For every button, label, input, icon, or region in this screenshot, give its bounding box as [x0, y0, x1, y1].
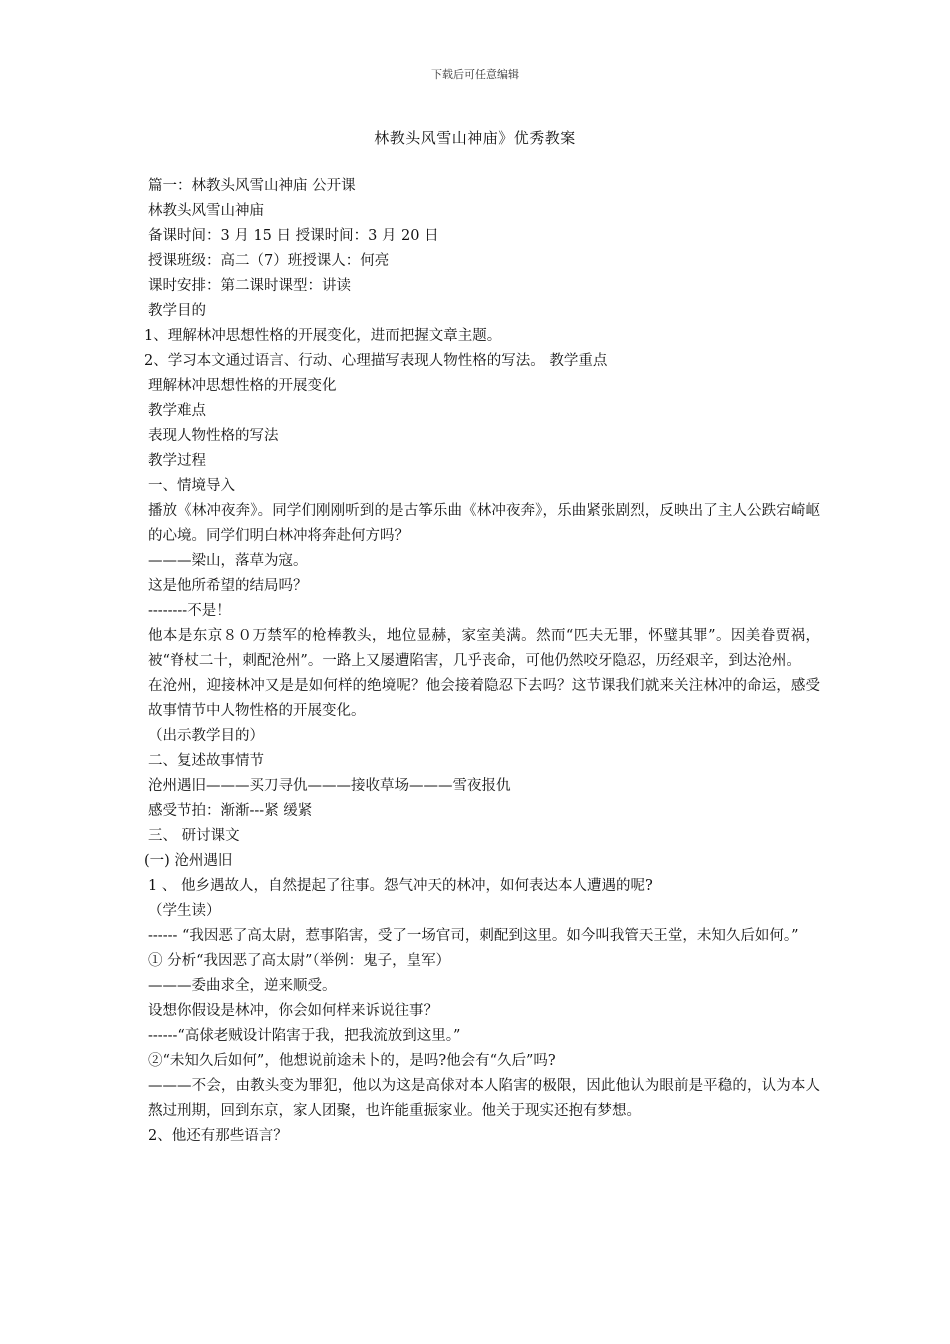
- body-paragraph: 备课时间：3 月 15 日 授课时间：3 月 20 日: [148, 228, 439, 244]
- body-paragraph: 2、学习本文通过语言、行动、心理描写表现人物性格的写法。 教学重点: [144, 353, 608, 369]
- body-paragraph: （学生读）: [148, 903, 221, 919]
- body-paragraph: 理解林冲思想性格的开展变化: [148, 378, 337, 394]
- body-paragraph: 授课班级：高二（7）班授课人：何亮: [148, 253, 390, 269]
- section-heading: 二、复述故事情节: [148, 753, 264, 769]
- page-header-note: 下载后可任意编辑: [431, 68, 519, 81]
- body-paragraph: 他本是东京８０万禁军的枪棒教头，地位显赫，家室美满。然而“匹夫无罪，怀璧其罪”。因美眷贾祸，被“脊杖二十，刺配沧州”。一路上又屡遭陷害，几乎丧命，可他仍然咬牙隐忍，历经艰辛，到达沧州。: [148, 628, 820, 669]
- body-paragraph: ———委曲求全，逆来顺受。: [148, 978, 337, 994]
- body-paragraph: 播放《林冲夜奔》。同学们刚刚听到的是古筝乐曲《林冲夜奔》，乐曲紧张剧烈，反映出了主人公跌宕崎岖的心境。同学们明白林冲将奔赴何方吗？: [148, 503, 820, 544]
- body-paragraph: ———梁山，落草为寇。: [148, 553, 308, 569]
- body-paragraph: 1 、 他乡遇故人，自然提起了往事。怨气冲天的林冲，如何表达本人遭遇的呢?: [148, 878, 653, 894]
- body-paragraph: --------不是！: [148, 603, 231, 619]
- body-paragraph: 沧州遇旧———买刀寻仇———接收草场———雪夜报仇: [148, 778, 511, 794]
- body-paragraph: 2、他还有那些语言？: [148, 1128, 288, 1144]
- body-paragraph: 林教头风雪山神庙: [148, 203, 264, 219]
- body-paragraph: 感受节拍：渐渐---紧 缓紧: [148, 803, 313, 819]
- section-heading: 三、 研讨课文: [148, 828, 240, 844]
- section-heading: 教学目的: [148, 303, 206, 319]
- body-paragraph: 在沧州，迎接林冲又是是如何样的绝境呢？他会接着隐忍下去吗？这节课我们就来关注林冲的命运，感受故事情节中人物性格的开展变化。: [148, 678, 820, 719]
- body-paragraph: ②“未知久后如何”，他想说前途未卜的，是吗?他会有“久后”吗?: [148, 1053, 556, 1069]
- body-paragraph: ———不会，由教头变为罪犯，他以为这是高俅对本人陷害的极限，因此他认为眼前是平稳的，认为本人熬过刑期，回到东京，家人团聚，也许能重振家业。他关于现实还抱有梦想。: [148, 1078, 820, 1119]
- body-paragraph: 表现人物性格的写法: [148, 428, 279, 444]
- body-paragraph: ① 分析“我因恶了高太尉”（举例：鬼子，皇军）: [148, 953, 451, 969]
- document-body: [144, 174, 820, 1149]
- body-paragraph: 1、理解林冲思想性格的开展变化，进而把握文章主题。: [144, 328, 502, 344]
- body-paragraph: ------ “我因恶了高太尉，惹事陷害，受了一场官司，刺配到这里。如今叫我管天王堂，未知久后如何。”: [148, 928, 799, 944]
- body-paragraph: ------“高俅老贼设计陷害于我，把我流放到这里。”: [148, 1028, 461, 1044]
- document-title: 林教头风雪山神庙》优秀教案: [374, 129, 576, 147]
- body-paragraph: （出示教学目的）: [148, 728, 264, 744]
- body-paragraph: 篇一：林教头风雪山神庙 公开课: [148, 178, 356, 194]
- section-heading: 一、情境导入: [148, 478, 235, 494]
- body-paragraph: 设想你假设是林冲，你会如何样来诉说往事？: [148, 1003, 438, 1019]
- section-heading: 教学难点: [148, 403, 206, 419]
- body-paragraph: 课时安排：第二课时课型：讲读: [148, 278, 351, 294]
- section-heading: 教学过程: [148, 453, 206, 469]
- section-heading: (一) 沧州遇旧: [144, 853, 233, 869]
- body-paragraph: 这是他所希望的结局吗？: [148, 578, 308, 594]
